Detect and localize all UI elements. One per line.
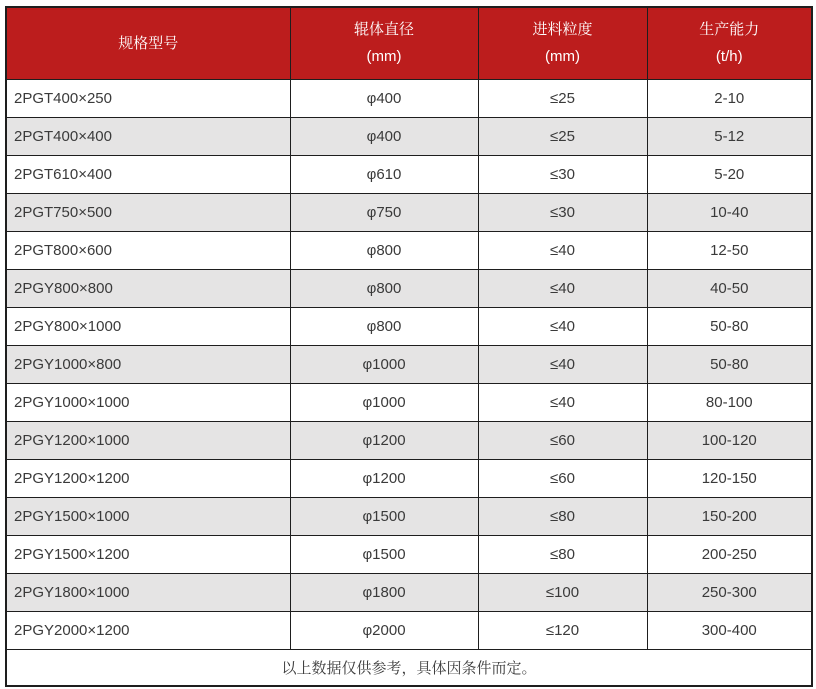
model-cell: 2PGY1000×1000 — [6, 383, 290, 421]
feed-size-cell: ≤40 — [478, 383, 647, 421]
header-capacity-unit: (t/h) — [715, 48, 743, 66]
feed-size-cell: ≤25 — [478, 79, 647, 117]
header-feed-size-unit: (mm) — [545, 48, 580, 66]
capacity-cell: 120-150 — [647, 459, 812, 497]
feed-size-cell: ≤60 — [478, 459, 647, 497]
feed-size-cell: ≤100 — [478, 573, 647, 611]
model-cell: 2PGY1000×800 — [6, 345, 290, 383]
table-row — [6, 307, 812, 345]
capacity-cell: 50-80 — [647, 307, 812, 345]
table-row — [6, 421, 812, 459]
roller-diameter-cell: φ1200 — [290, 459, 478, 497]
roller-diameter-cell: φ1200 — [290, 421, 478, 459]
table-header-row — [6, 7, 812, 79]
model-cell: 2PGY1800×1000 — [6, 573, 290, 611]
capacity-cell: 40-50 — [647, 269, 812, 307]
feed-size-cell: ≤80 — [478, 497, 647, 535]
table-row — [6, 383, 812, 421]
feed-size-cell: ≤40 — [478, 307, 647, 345]
header-diameter — [290, 7, 478, 79]
feed-size-cell: ≤30 — [478, 155, 647, 193]
feed-size-cell: ≤40 — [478, 231, 647, 269]
feed-size-cell: ≤40 — [478, 345, 647, 383]
feed-size-cell: ≤30 — [478, 193, 647, 231]
header-model — [6, 7, 290, 79]
roller-diameter-cell: φ800 — [290, 231, 478, 269]
capacity-cell: 150-200 — [647, 497, 812, 535]
header-diameter-unit: (mm) — [366, 48, 402, 66]
footer-note: 以上数据仅供参考，具体因条件而定。 — [6, 649, 812, 686]
table-row — [6, 193, 812, 231]
roller-diameter-cell: φ1500 — [290, 535, 478, 573]
capacity-cell: 250-300 — [647, 573, 812, 611]
roller-diameter-cell: φ1500 — [290, 497, 478, 535]
capacity-cell: 300-400 — [647, 611, 812, 649]
capacity-cell: 2-10 — [647, 79, 812, 117]
header-feed-size-label: 进料粒度 — [532, 21, 593, 39]
roller-diameter-cell: φ610 — [290, 155, 478, 193]
model-cell: 2PGY800×800 — [6, 269, 290, 307]
model-cell: 2PGY1500×1200 — [6, 535, 290, 573]
table-row — [6, 611, 812, 649]
roller-diameter-cell: φ800 — [290, 269, 478, 307]
header-model-label: 规格型号 — [118, 34, 179, 52]
spec-rows — [6, 79, 812, 649]
table-footer — [6, 649, 812, 686]
roller-diameter-cell: φ1000 — [290, 383, 478, 421]
table-row — [6, 573, 812, 611]
model-cell: 2PGT610×400 — [6, 155, 290, 193]
table-row — [6, 269, 812, 307]
model-cell: 2PGY2000×1200 — [6, 611, 290, 649]
table-row — [6, 155, 812, 193]
table-row — [6, 459, 812, 497]
table-row — [6, 231, 812, 269]
capacity-cell: 200-250 — [647, 535, 812, 573]
capacity-cell: 80-100 — [647, 383, 812, 421]
feed-size-cell: ≤60 — [478, 421, 647, 459]
table-row — [6, 79, 812, 117]
feed-size-cell: ≤120 — [478, 611, 647, 649]
model-cell: 2PGT800×600 — [6, 231, 290, 269]
footer-row — [6, 649, 812, 686]
table-row — [6, 497, 812, 535]
table-row — [6, 117, 812, 155]
capacity-cell: 5-20 — [647, 155, 812, 193]
table-header — [6, 7, 812, 79]
model-cell: 2PGY1200×1200 — [6, 459, 290, 497]
roller-diameter-cell: φ800 — [290, 307, 478, 345]
model-cell: 2PGT750×500 — [6, 193, 290, 231]
model-cell: 2PGT400×250 — [6, 79, 290, 117]
table-row — [6, 535, 812, 573]
roller-diameter-cell: φ400 — [290, 117, 478, 155]
specification-table — [5, 6, 813, 687]
roller-diameter-cell: φ750 — [290, 193, 478, 231]
model-cell: 2PGY1500×1000 — [6, 497, 290, 535]
model-cell: 2PGY1200×1000 — [6, 421, 290, 459]
header-feed-size — [478, 7, 647, 79]
roller-diameter-cell: φ2000 — [290, 611, 478, 649]
model-cell: 2PGY800×1000 — [6, 307, 290, 345]
capacity-cell: 50-80 — [647, 345, 812, 383]
feed-size-cell: ≤40 — [478, 269, 647, 307]
capacity-cell: 100-120 — [647, 421, 812, 459]
capacity-cell: 5-12 — [647, 117, 812, 155]
roller-diameter-cell: φ400 — [290, 79, 478, 117]
roller-diameter-cell: φ1000 — [290, 345, 478, 383]
capacity-cell: 10-40 — [647, 193, 812, 231]
model-cell: 2PGT400×400 — [6, 117, 290, 155]
roller-diameter-cell: φ1800 — [290, 573, 478, 611]
table-row — [6, 345, 812, 383]
feed-size-cell: ≤80 — [478, 535, 647, 573]
header-diameter-label: 辊体直径 — [353, 21, 414, 39]
header-capacity-label: 生产能力 — [699, 21, 760, 39]
feed-size-cell: ≤25 — [478, 117, 647, 155]
header-capacity — [647, 7, 812, 79]
capacity-cell: 12-50 — [647, 231, 812, 269]
